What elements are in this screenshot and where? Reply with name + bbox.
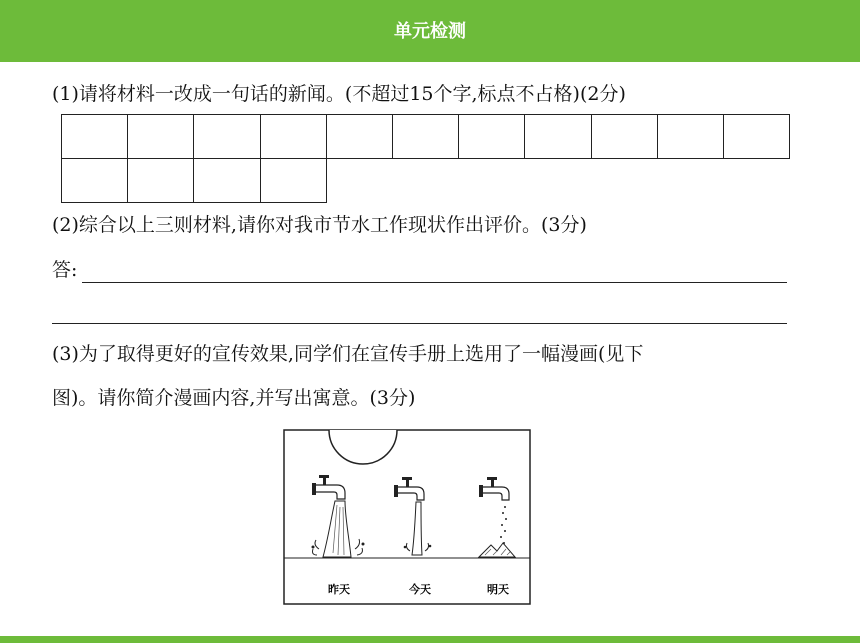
cartoon-label-tomorrow: 明天 [487,583,509,596]
answer-cell[interactable] [260,158,327,203]
answer-cell[interactable] [458,114,525,159]
answer-cell[interactable] [260,114,327,159]
answer-cell[interactable] [193,158,260,203]
header-bar [0,0,860,62]
answer-cell[interactable] [723,114,790,159]
answer-cell[interactable] [127,114,194,159]
answer-cell[interactable] [524,114,591,159]
question-2-text: (2)综合以上三则材料,请你对我市节水工作现状作出评价。(3分) [52,214,587,236]
answer-cell[interactable] [61,114,128,159]
page-title: 单元检测 [394,21,466,42]
footer-bar [0,636,860,643]
answer-line-2 [52,323,787,324]
cartoon-label-yesterday: 昨天 [328,583,350,596]
answer-label: 答: [52,259,78,281]
question-3-text-line-1: (3)为了取得更好的宣传效果,同学们在宣传手册上选用了一幅漫画(见下 [52,343,644,365]
question-1-text: (1)请将材料一改成一句话的新闻。(不超过15个字,标点不占格)(2分) [52,83,626,105]
answer-cell[interactable] [591,114,658,159]
answer-cell[interactable] [127,158,194,203]
answer-line-1 [82,282,787,283]
cartoon-frame [284,430,530,604]
water-cartoon [283,429,531,605]
cartoon-label-today: 今天 [409,583,431,596]
answer-cell[interactable] [392,114,459,159]
question-3-text-line-2: 图)。请你简介漫画内容,并写出寓意。(3分) [52,387,416,409]
answer-cell[interactable] [61,158,128,203]
answer-cell[interactable] [657,114,724,159]
answer-cell[interactable] [326,114,393,159]
answer-cell[interactable] [193,114,260,159]
